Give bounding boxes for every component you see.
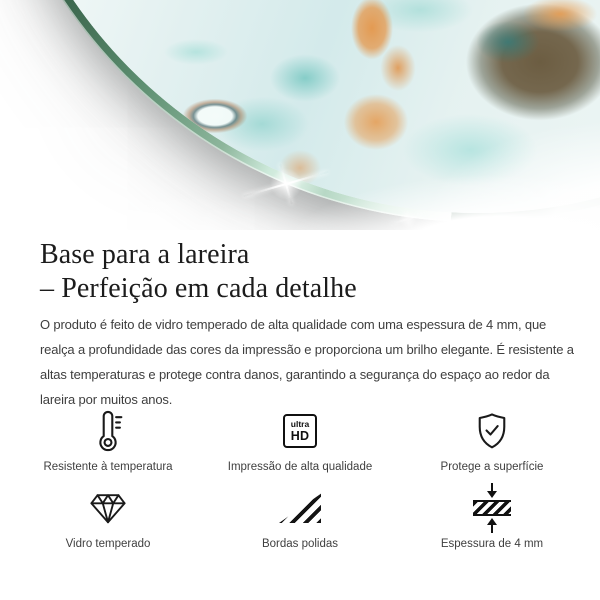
ultra-hd-badge-top-text: ultra — [290, 419, 310, 429]
feature-label: Protege a superfície — [440, 461, 544, 473]
ultra-hd-badge-bottom-text: HD — [290, 428, 310, 443]
feature-temperature-resistant — [12, 410, 204, 473]
title-line-2: – Perfeição em cada detalhe — [40, 273, 357, 304]
feature-surface-protection — [396, 410, 588, 473]
feature-polished-edges — [204, 487, 396, 550]
feature-tempered-glass — [12, 487, 204, 550]
arrow-down-head — [487, 491, 497, 498]
title-line-1: Base para a lareira — [40, 239, 250, 270]
shield-check-icon — [475, 410, 509, 452]
ultra-hd-icon — [283, 410, 317, 452]
arrow-up-head — [487, 518, 497, 525]
page-title — [40, 238, 560, 306]
product-description: O produto é feito de vidro temperado de alta qualidade com uma espessura de 4 mm, que realça a profundidade das cores da impressão e proporciona um brilho elegante. É resistente a altas temperaturas e protege contra danos, garantindo a segurança do espaço ao redor da lareira por muitos anos. — [40, 317, 574, 407]
feature-label: Vidro temperado — [65, 538, 151, 550]
thickness-glyph — [473, 483, 511, 533]
feature-grid — [0, 410, 600, 550]
product-image — [0, 0, 600, 230]
glass-sheet-bar — [473, 500, 511, 516]
feature-label: Impressão de alta qualidade — [227, 461, 373, 473]
feature-label: Resistente à temperatura — [43, 461, 173, 473]
thickness-icon — [473, 487, 511, 529]
arrow-up-stem — [491, 525, 494, 533]
feature-thickness — [396, 487, 588, 550]
feature-print-quality — [204, 410, 396, 473]
thermometer-icon — [93, 410, 123, 452]
polished-edges-icon — [279, 487, 321, 529]
diamond-icon — [89, 487, 127, 529]
ultra-hd-badge — [283, 414, 317, 448]
feature-label: Espessura de 4 mm — [440, 538, 544, 550]
feature-label: Bordas polidas — [261, 538, 339, 550]
arrow-down-stem — [491, 483, 494, 491]
diagonal-stripes-glyph — [279, 493, 321, 523]
